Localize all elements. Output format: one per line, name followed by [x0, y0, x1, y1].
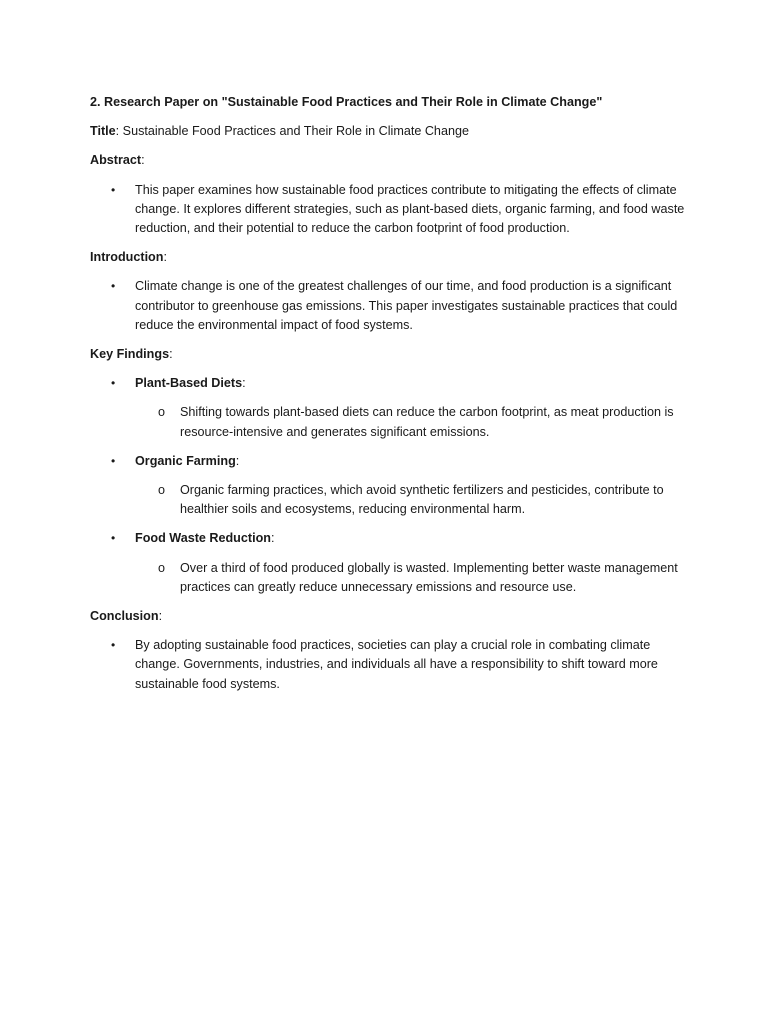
finding-sub-list — [135, 403, 690, 441]
document-page — [90, 93, 690, 704]
bullet-icon: • — [111, 453, 116, 468]
finding-label: Food Waste Reduction — [135, 531, 271, 546]
sub-bullet-icon: o — [158, 405, 166, 420]
finding-item-food-waste-reduction — [90, 529, 690, 597]
key-findings-heading — [90, 345, 690, 364]
title-label: Title — [90, 124, 116, 139]
key-findings-list — [90, 374, 690, 597]
finding-sub-text: Over a third of food produced globally is wasted. Implementing better waste management practices can greatly reduce unnecessary emissions and resource use. — [180, 560, 678, 594]
abstract-text: This paper examines how sustainable food practices contribute to mitigating the effects of climate change. It explores different strategies, such as plant-based diets, organic farming, and food waste reduction, and their potential to reduce the carbon footprint of food production. — [135, 182, 685, 236]
sub-bullet-icon: o — [158, 560, 166, 575]
abstract-list — [90, 181, 690, 239]
conclusion-list — [90, 636, 690, 694]
abstract-heading — [90, 151, 690, 170]
conclusion-bullet-item — [90, 636, 690, 694]
introduction-text: Climate change is one of the greatest challenges of our time, and food production is a significant contributor to greenhouse gas emissions. This paper investigates sustainable practices that could reduce the environmental impact of food systems. — [135, 279, 678, 332]
finding-colon: : — [270, 531, 275, 546]
introduction-heading — [90, 248, 690, 267]
finding-colon: : — [235, 453, 240, 468]
bullet-icon: • — [111, 531, 116, 546]
conclusion-colon: : — [158, 609, 163, 624]
bullet-icon: • — [111, 279, 116, 294]
finding-sub-text: Organic farming practices, which avoid synthetic fertilizers and pesticides, contribute to healthier soils and ecosystems, reducing environmental harm. — [180, 483, 664, 517]
finding-item-organic-farming — [90, 452, 690, 520]
finding-sub-list — [135, 559, 690, 597]
finding-label: Organic Farming — [135, 453, 236, 468]
finding-label: Plant-Based Diets — [135, 376, 243, 391]
abstract-colon: : — [141, 153, 145, 168]
abstract-bullet-item — [90, 181, 690, 239]
key-findings-label: Key Findings — [90, 347, 170, 362]
finding-colon: : — [242, 376, 246, 391]
finding-sub-text: Shifting towards plant-based diets can reduce the carbon footprint, as meat production is resource-intensive and generates significant emissions. — [180, 405, 674, 439]
finding-sub-item — [135, 481, 690, 519]
title-text: Sustainable Food Practices and Their Role in Climate Change — [122, 124, 469, 139]
conclusion-text: By adopting sustainable food practices, societies can play a crucial role in combating climate change. Governments, industries, and individuals all have a responsibility to shift toward more sustainable food systems. — [135, 638, 658, 691]
introduction-bullet-item — [90, 277, 690, 335]
sub-bullet-icon: o — [158, 483, 166, 498]
finding-sub-list — [135, 481, 690, 519]
conclusion-label: Conclusion — [90, 609, 159, 624]
conclusion-heading — [90, 607, 690, 626]
introduction-colon: : — [163, 250, 167, 265]
finding-item-plant-based-diets — [90, 374, 690, 442]
introduction-label: Introduction — [90, 250, 164, 265]
finding-sub-item — [135, 559, 690, 597]
bullet-icon: • — [111, 376, 116, 391]
introduction-list — [90, 277, 690, 335]
title-line — [90, 122, 690, 141]
finding-sub-item — [135, 403, 690, 441]
bullet-icon: • — [111, 182, 116, 197]
title-separator: : — [115, 124, 123, 139]
abstract-label: Abstract — [90, 153, 142, 168]
bullet-icon: • — [111, 638, 116, 653]
document-heading: 2. Research Paper on "Sustainable Food Practices and Their Role in Climate Change" — [90, 95, 603, 109]
key-findings-colon: : — [169, 347, 173, 362]
